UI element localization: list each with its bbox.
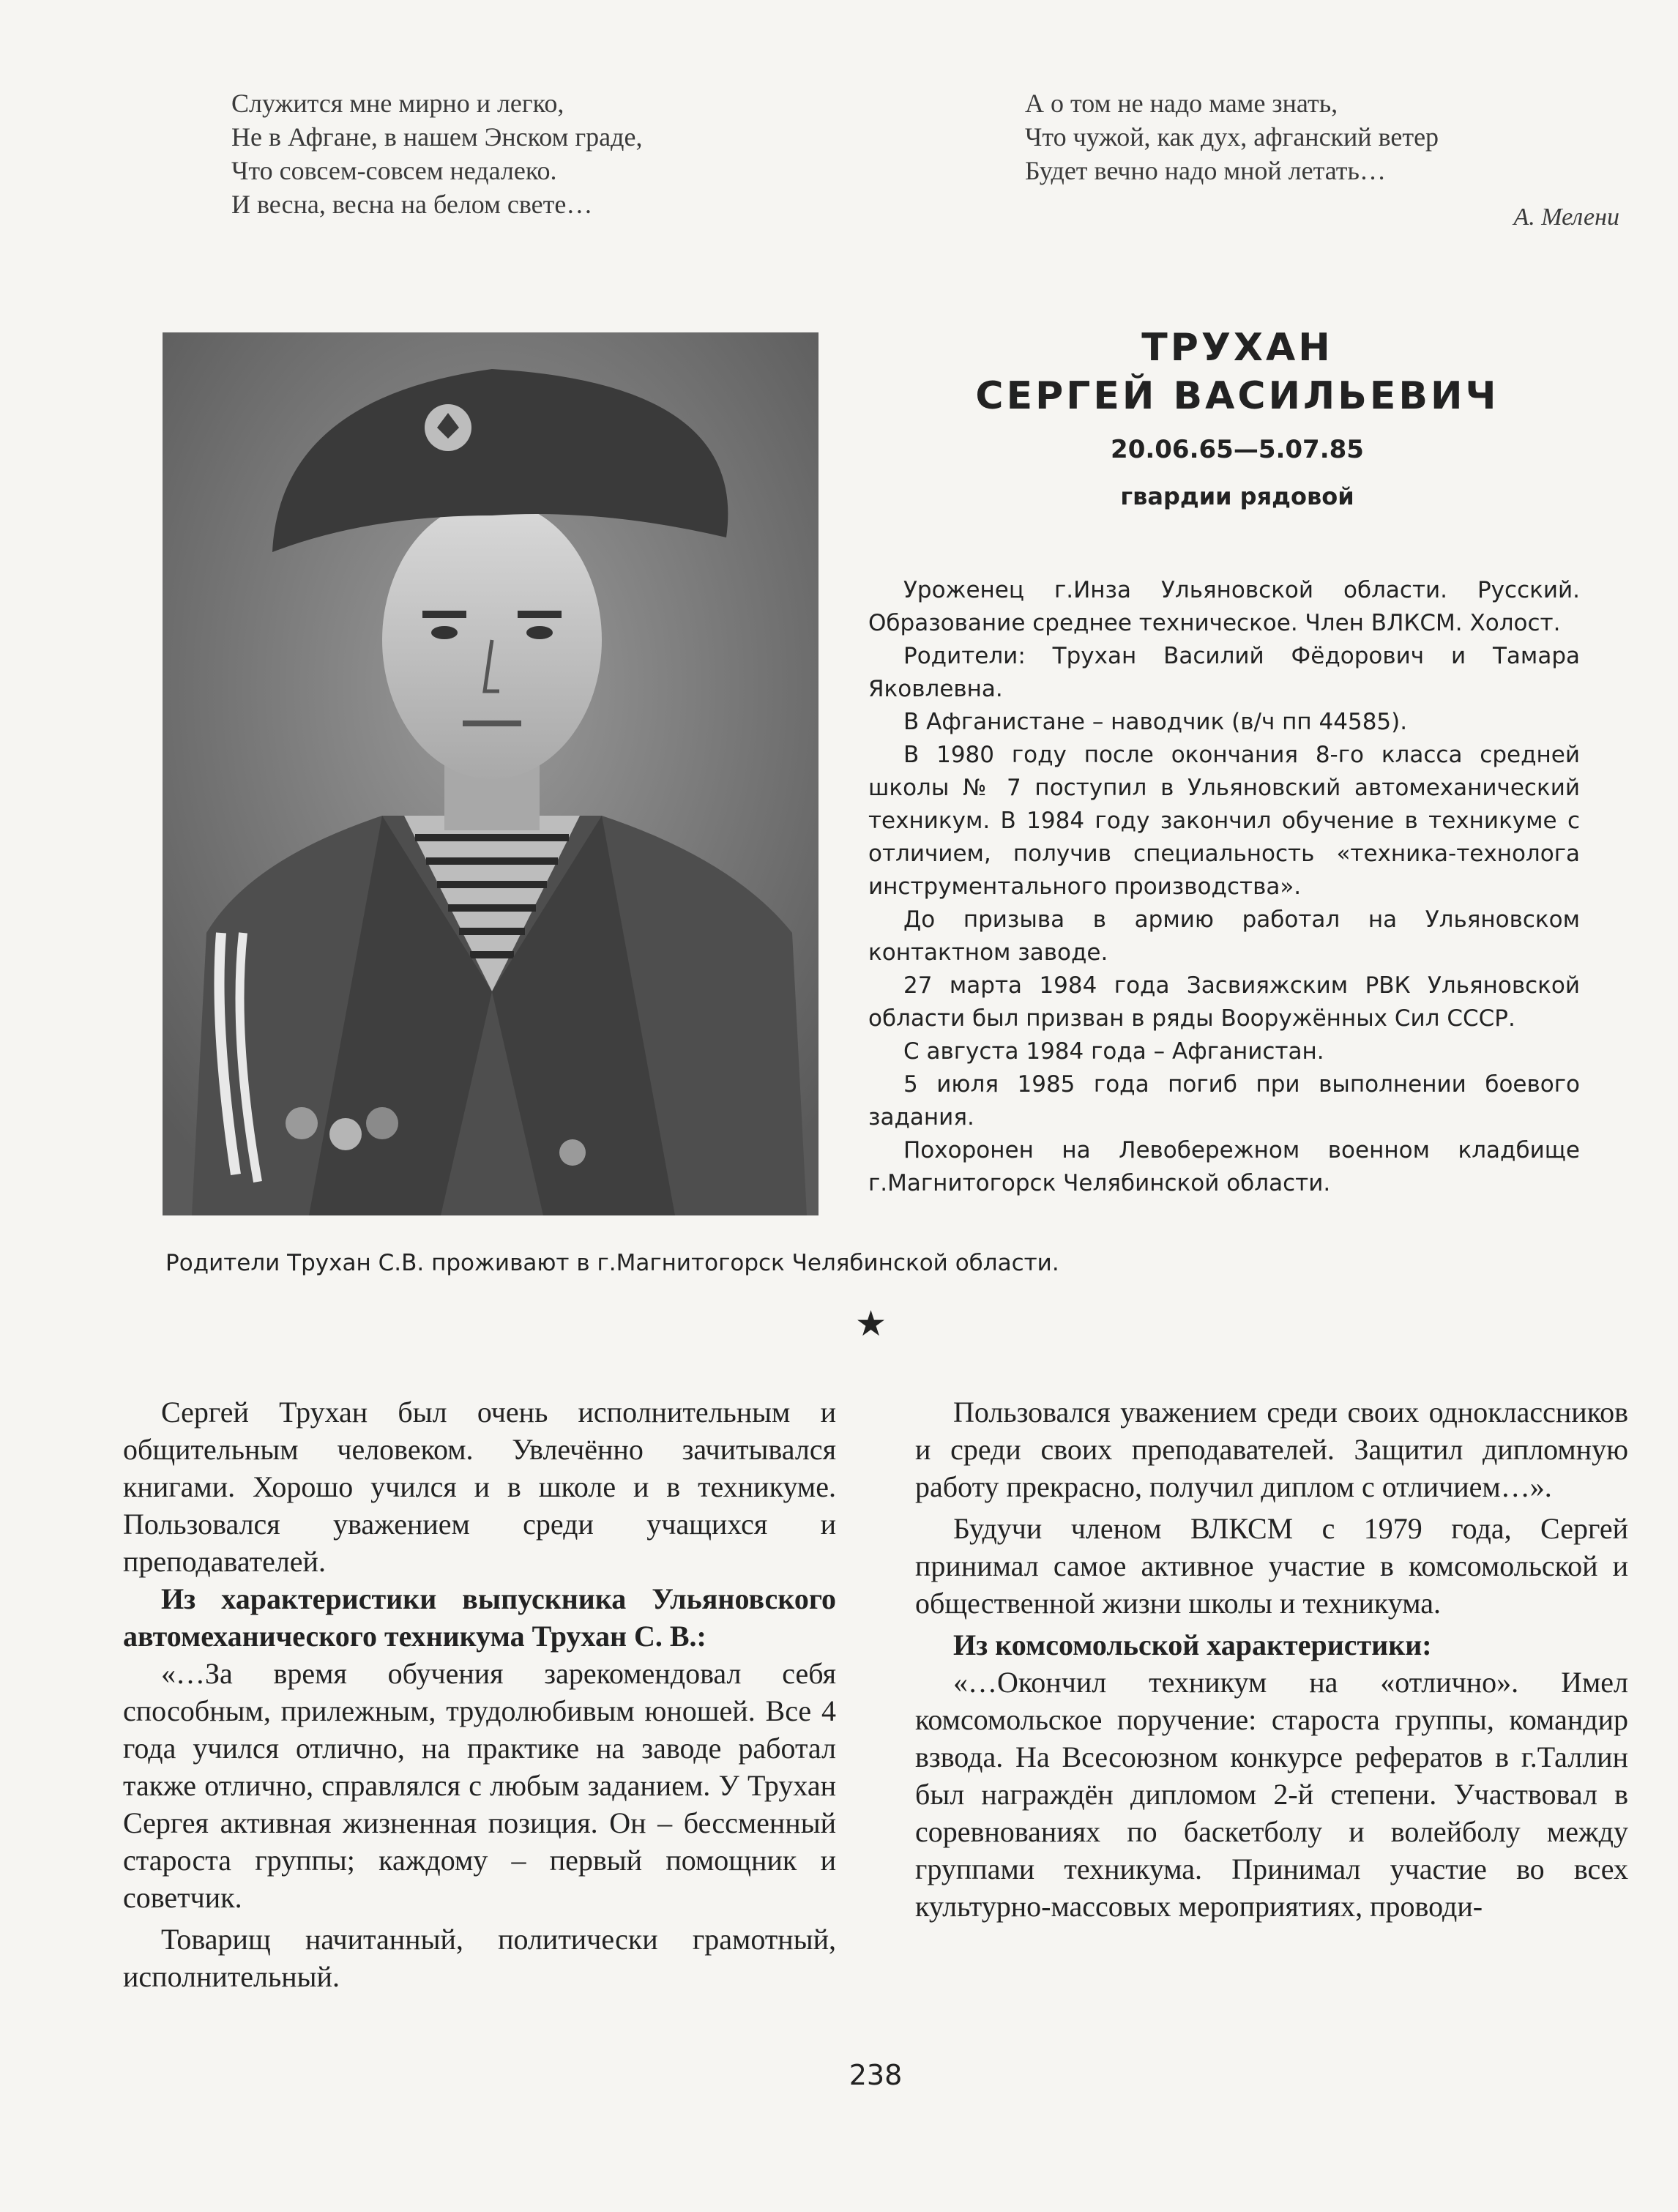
bio-paragraph: 27 марта 1984 года Засвияжским РВК Ульяновской области был призван в ряды Вооружённых Сил СССР. (868, 972, 1580, 1032)
poem-line: А о том не надо маме знать, (1025, 89, 1338, 118)
column-paragraph: Будучи членом ВЛКСМ с 1979 года, Сергей принимал самое активное участие в комсомольской и общественной жизни школы и техникума. (915, 1512, 1628, 1620)
poem-author: А. Мелени (1513, 204, 1619, 231)
bio-paragraph: 5 июля 1985 года погиб при выполнении боевого задания. (868, 1071, 1580, 1131)
bio-paragraph: Похоронен на Левобережном военном кладбище г.Магнитогорск Челябинской области. (868, 1137, 1580, 1196)
page-number: 238 (849, 2059, 903, 2091)
surname: ТРУХАН (1141, 326, 1333, 370)
column-paragraph: Пользовался уважением среди своих одноклассников и среди своих преподавателей. Защитил дипломную работу прекрасно, получил диплом с отличием…». (915, 1396, 1628, 1503)
poem-line: И весна, весна на белом свете… (231, 190, 593, 219)
column-subheading: Из комсомольской характеристики: (953, 1628, 1432, 1661)
poem-line: Что совсем-совсем недалеко. (231, 156, 557, 185)
column-subheading: Из характеристики выпускника Ульяновского автомеханического техникума Трухан С. В.: (123, 1582, 836, 1653)
poem-left (231, 86, 861, 221)
column-paragraph: «…Окончил техникум на «отлично». Имел комсомольское поручение: староста группы, командир взвода. На Всесоюзном конкурсе рефератов в г.Таллин был награждён дипломом 2-й степени. Участвовал в соревнованиях по баскетболу и волейболу между группами техникума. Принимал участие во всех культурно-массовых мероприятиях, проводи- (915, 1666, 1628, 1923)
bio-paragraph: В Афганистане – наводчик (в/ч пп 44585). (903, 709, 1408, 735)
bio-paragraph: С августа 1984 года – Афганистан. (903, 1038, 1324, 1065)
poem-right (1025, 86, 1625, 187)
poem-line: Что чужой, как дух, афганский ветер (1025, 122, 1439, 152)
biography (868, 574, 1580, 1200)
portrait-photo (163, 332, 819, 1215)
right-column (915, 1393, 1628, 1925)
bio-paragraph: Родители: Трухан Василий Фёдорович и Тамара Яковлевна. (868, 643, 1580, 702)
bio-paragraph: В 1980 году после окончания 8-го класса средней школы № 7 поступил в Ульяновский автомеханический техникум. В 1984 году закончил обучение в техникуме с отличием, получив специальность «техника-технолога инструментального производства». (868, 742, 1580, 900)
star-divider-icon: ★ (855, 1303, 887, 1344)
left-column (123, 1393, 836, 1995)
column-paragraph: «…За время обучения зарекомендовал себя способным, прилежным, трудолюбивым юношей. Все 4 года учился отлично, на практике на заводе работал также отлично, справлялся с любым заданием. У Трухан Сергея активная жизненная позиция. Он – бессменный староста группы; каждому – первый помощник и советчик. (123, 1657, 836, 1914)
poem-line: Будет вечно надо мной летать… (1025, 156, 1386, 185)
military-rank: гвардии рядовой (1120, 483, 1354, 510)
given-names: СЕРГЕЙ ВАСИЛЬЕВИЧ (975, 374, 1499, 418)
life-dates: 20.06.65—5.07.85 (1111, 435, 1364, 464)
poem-line: Служится мне мирно и легко, (231, 89, 564, 118)
person-header (908, 324, 1567, 513)
portrait-icon (163, 332, 819, 1215)
poem-line: Не в Афгане, в нашем Энском граде, (231, 122, 643, 152)
column-paragraph: Сергей Трухан был очень исполнительным и общительным человеком. Увлечённо зачитывался книгами. Хорошо учился и в школе и в техникуме. Пользовался уважением среди учащихся и преподавателей. (123, 1396, 836, 1578)
bio-paragraph: Уроженец г.Инза Ульяновской области. Русский. Образование среднее техническое. Член ВЛКСМ. Холост. (868, 577, 1580, 636)
column-paragraph: Товарищ начитанный, политически грамотный, исполнительный. (123, 1923, 836, 1993)
parents-residence: Родители Трухан С.В. проживают в г.Магнитогорск Челябинской области. (165, 1250, 1059, 1276)
bio-paragraph: До призыва в армию работал на Ульяновском контактном заводе. (868, 906, 1580, 966)
